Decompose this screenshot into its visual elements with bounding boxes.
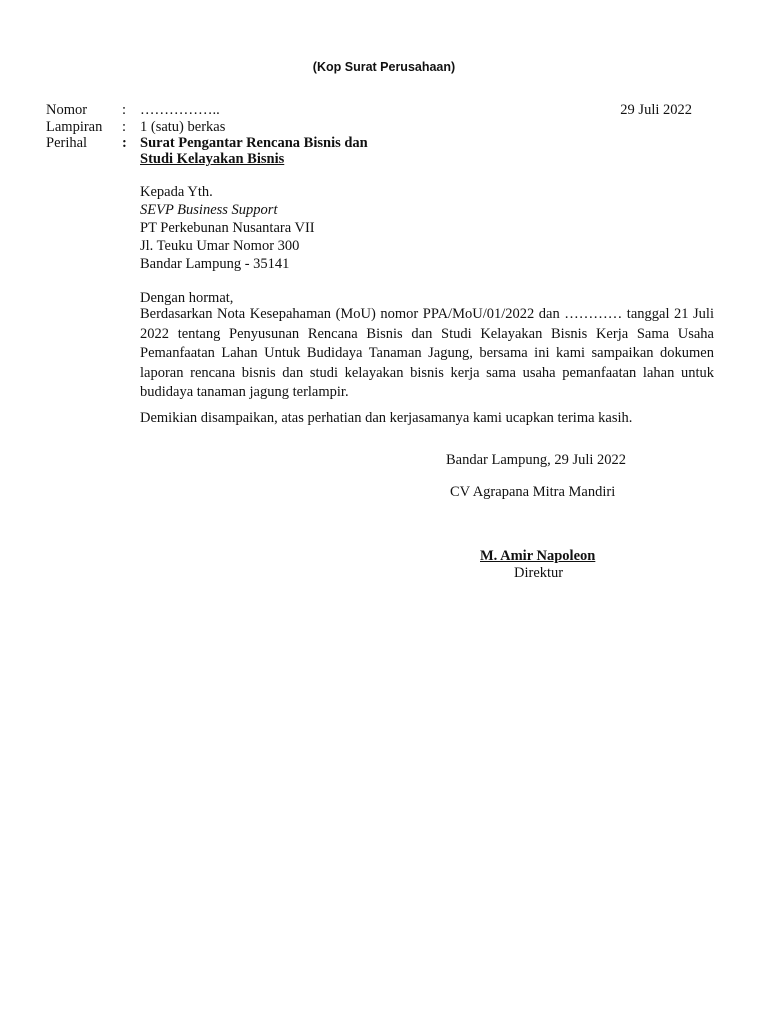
lampiran-value: 1 (satu) berkas [140, 119, 226, 135]
recipient-city: Bandar Lampung - 35141 [140, 256, 290, 272]
perihal-line-1: Surat Pengantar Rencana Bisnis dan [140, 135, 368, 151]
signature-place-date: Bandar Lampung, 29 Juli 2022 [446, 452, 627, 468]
lampiran-label: Lampiran [46, 119, 103, 135]
nomor-value: …………….. [140, 102, 220, 118]
lampiran-colon: : [122, 119, 127, 135]
signature-company: CV Agrapana Mitra Mandiri [450, 484, 616, 500]
recipient-position: SEVP Business Support [140, 202, 278, 218]
recipient-greeting: Kepada Yth. [140, 184, 213, 200]
letter-date: 29 Juli 2022 [620, 102, 692, 118]
nomor-label: Nomor [46, 102, 88, 118]
perihal-colon: : [122, 135, 127, 151]
nomor-colon: : [122, 102, 127, 118]
signatory-title: Direktur [514, 565, 564, 581]
body-paragraph: Berdasarkan Nota Kesepahaman (MoU) nomor PPA/MoU/01/2022 dan ………… tanggal 21 Juli 2022 tentang Penyusunan Rencana Bisnis dan Studi Kelayakan Bisnis Kerja Sama Usaha Pemanfaatan Lahan Untuk Budidaya Tanaman Jagung, bersama ini kami sampaikan dokumen laporan rencana bisnis dan studi kelayakan bisnis kerja sama usaha pemanfaatan lahan untuk budidaya tanaman jagung terlampir. [140, 306, 714, 401]
recipient-company: PT Perkebunan Nusantara VII [140, 220, 315, 236]
letterhead-placeholder: (Kop Surat Perusahaan) [312, 60, 456, 74]
recipient-street: Jl. Teuku Umar Nomor 300 [140, 238, 300, 254]
perihal-label: Perihal [46, 135, 88, 151]
salutation: Dengan hormat, [140, 290, 234, 306]
perihal-line-2: Studi Kelayakan Bisnis [140, 151, 285, 167]
closing-sentence: Demikian disampaikan, atas perhatian dan kerjasamanya kami ucapkan terima kasih. [140, 410, 633, 426]
signatory-name: M. Amir Napoleon [480, 548, 596, 564]
